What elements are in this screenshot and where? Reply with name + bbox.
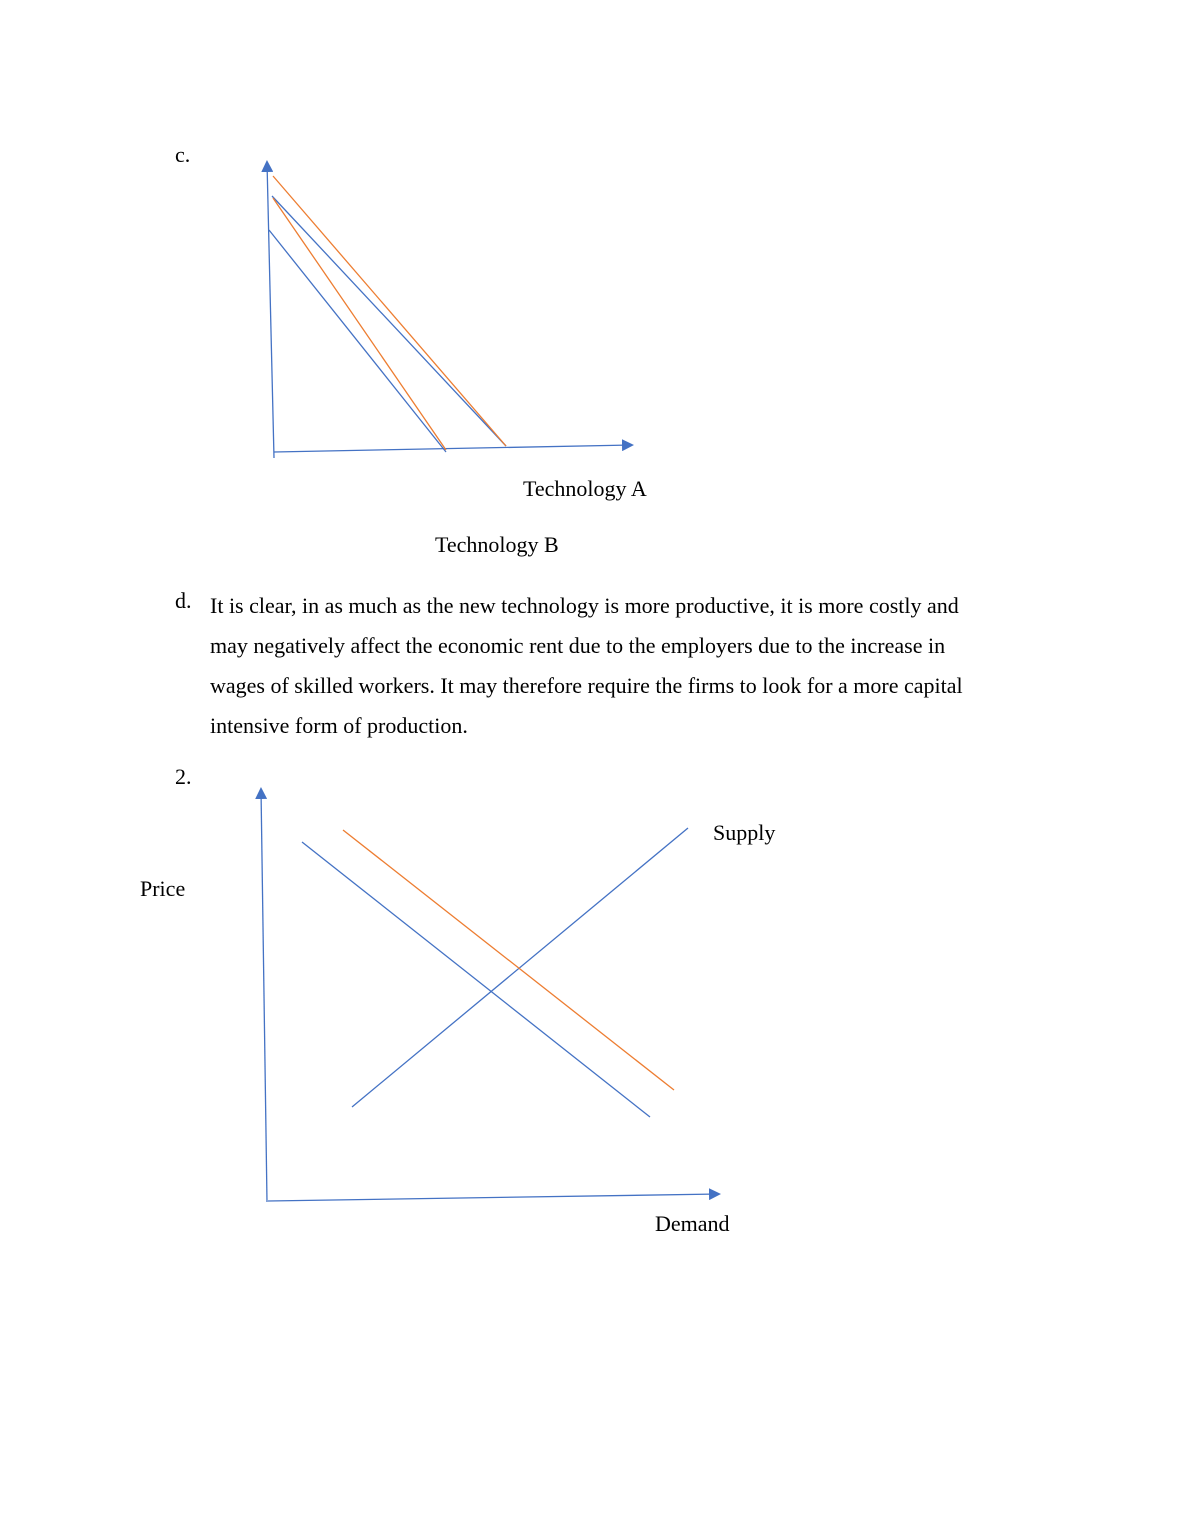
technology-a-label: Technology A	[523, 476, 647, 501]
section-c-marker: c.	[175, 142, 191, 167]
paragraph-line: wages of skilled workers. It may therefore require the firms to look for a more capital	[210, 673, 963, 698]
paragraph-line: It is clear, in as much as the new technology is more productive, it is more costly and	[210, 593, 959, 618]
demand-axis-label: Demand	[655, 1211, 730, 1236]
paragraph-line: may negatively affect the economic rent due to the employers due to the increase in	[210, 633, 946, 658]
price-axis-label: Price	[140, 876, 186, 901]
demand-curve-shifted	[343, 830, 674, 1090]
paragraph-line: intensive form of production.	[210, 713, 468, 738]
quantity-axis	[268, 1194, 719, 1201]
section-2-marker: 2.	[175, 764, 192, 789]
section-d-marker: d.	[175, 588, 192, 613]
technology-b-label: Technology B	[435, 532, 559, 557]
supply-label: Supply	[713, 820, 776, 845]
supply-curve	[352, 828, 688, 1107]
price-axis	[261, 789, 267, 1202]
demand-curve	[302, 842, 650, 1117]
